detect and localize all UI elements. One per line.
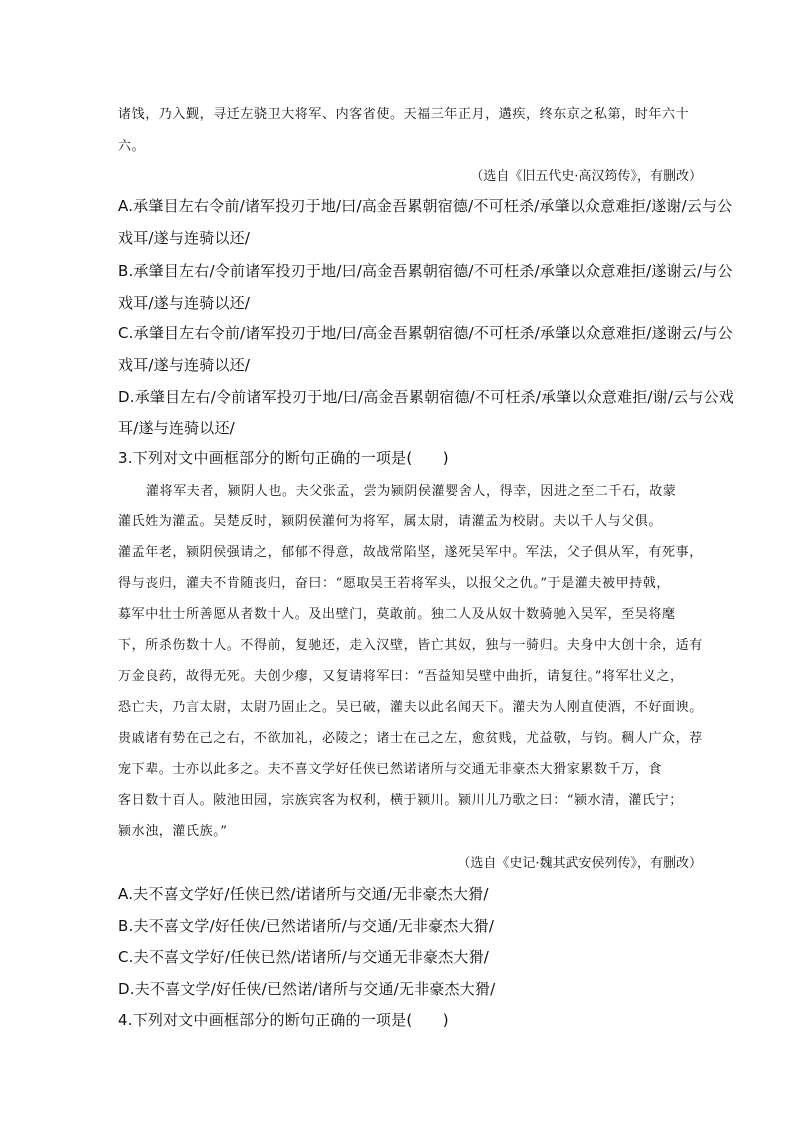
- passage2-line-1: 灌将军夫者，颍阴人也。夫父张孟，尝为颍阴侯灌婴舍人，得幸，因进之至二千石，故蒙: [146, 484, 677, 499]
- q3-option-d: D.夫不喜文学/好任侠/已然诺/诸所与交通/无非豪杰大猾/: [118, 980, 496, 998]
- passage2-line-2: 灌氏姓为灌孟。吴楚反时，颍阴侯灌何为将军，属太尉，请灌孟为校尉。夫以千人与父俱。: [118, 514, 663, 529]
- passage1-line-2: 六。: [118, 139, 146, 154]
- passage2-line-9: 贵戚诸有势在己之右，不欲加礼，必陵之；诸士在己之左，愈贫贱，尤益敬，与钧。稠人广众，荐: [118, 731, 703, 746]
- source-citation-2: （选自《史记·魏其武安侯列传》，有删改）: [457, 856, 702, 871]
- q2-option-b-line-2: 戏耳/遂与连骑以还/: [118, 294, 251, 312]
- passage2-line-5: 募军中壮士所善愿从者数十人。及出壁门，莫敢前。独二人及从奴十数骑驰入吴军，至吴将麾: [118, 607, 676, 622]
- q2-option-c-line-1: C.承肇目左右令前/诸军投刃于地/曰/高金吾累朝宿德/不可枉杀/承肇以众意难拒/遂谢云/与公: [118, 324, 733, 342]
- passage2-line-10: 宠下辈。士亦以此多之。夫不喜文学好任侠已然诺诸所与交通无非豪杰大猾家累数千万，食: [118, 762, 663, 777]
- q3-option-b: B.夫不喜文学/好任侠/已然诺诸所/与交通/无非豪杰大猾/: [118, 917, 495, 935]
- source-citation-1: （选自《旧五代史·高汉筠传》，有删改）: [470, 169, 702, 184]
- q3-option-a: A.夫不喜文学好/任侠已然/诺诸所与交通/无非豪杰大猾/: [118, 885, 489, 903]
- q4-stem: 4.下列对文中画框部分的断句正确的一项是( ): [118, 1011, 449, 1029]
- q3-stem: 3.下列对文中画框部分的断句正确的一项是( ): [118, 449, 449, 467]
- passage2-line-11: 客日数十百人。陂池田园，宗族宾客为权利，横于颍川。颍川儿乃歌之曰：“颍水清，灌氏宁；: [118, 793, 683, 808]
- passage2-line-6: 下，所杀伤数十人。不得前，复驰还，走入汉壁，皆亡其奴，独与一骑归。夫身中大创十余，适有: [118, 638, 703, 653]
- passage2-line-8: 恐亡夫，乃言太尉，太尉乃固止之。吴已破，灌夫以此名闻天下。灌夫为人刚直使酒，不好面谀。: [118, 700, 703, 715]
- q2-option-d-line-1: D.承肇目左右/令前诸军投刃于地/曰/高金吾累朝宿德/不可枉杀/承肇以众意难拒/谢/云与公戏: [118, 388, 734, 406]
- passage2-line-7: 万金良药，故得无死。夫创少瘳，又复请将军曰：“吾益知吴壁中曲折，请复往。”将军壮义之，: [118, 669, 684, 684]
- passage2-line-4: 得与丧归，灌夫不肯随丧归，奋曰：“愿取吴王若将军头，以报父之仇。”于是灌夫被甲持戟，: [118, 576, 670, 591]
- q2-option-c-line-2: 戏耳/遂与连骑以还/: [118, 356, 251, 374]
- q2-option-a-line-2: 戏耳/遂与连骑以还/: [118, 229, 251, 247]
- passage1-line-1: 诸饯，乃入觐，寻迁左骁卫大将军、内客省使。天福三年正月，遘疾，终东京之私第，时年六十: [118, 107, 690, 122]
- passage2-line-12: 颍水浊，灌氏族。”: [118, 824, 228, 839]
- q2-option-d-line-2: 耳/遂与连骑以还/: [118, 419, 235, 437]
- q3-option-c: C.夫不喜文学好/任侠已然/诺诸所/与交通无非豪杰大猾/: [118, 948, 490, 966]
- q2-option-a-line-1: A.承肇目左右令前/诸军投刃于地/曰/高金吾累朝宿德/不可枉杀/承肇以众意难拒/遂谢/云与公: [118, 197, 733, 215]
- passage2-line-3: 灌孟年老，颍阴侯强请之，郁郁不得意，故战常陷坚，遂死吴军中。军法，父子俱从军，有死事，: [118, 545, 703, 560]
- q2-option-b-line-1: B.承肇目左右/令前诸军投刃于地/曰/高金吾累朝宿德/不可枉杀/承肇以众意难拒/遂谢云/与公: [118, 262, 733, 280]
